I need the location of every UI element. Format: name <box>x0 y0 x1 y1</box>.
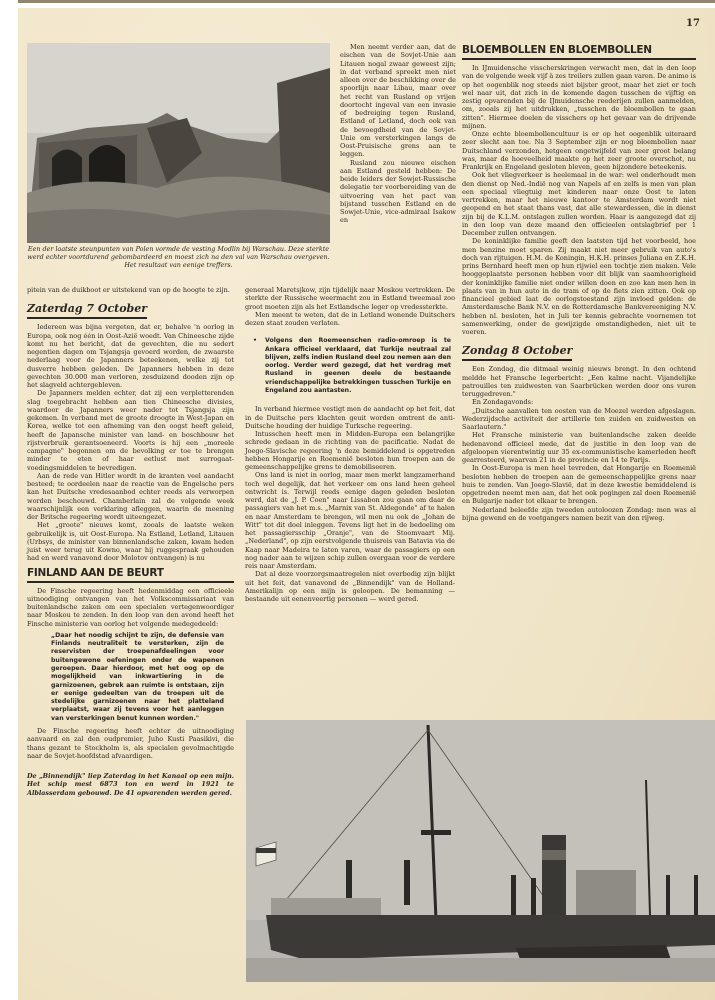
paragraph: In verband hiermee vestigt men de aandacht op het feit, dat in de Duitsche pers klachten geuit worden omtrent de anti-Duitsche houding der huidige Turksche regeering. <box>245 405 455 430</box>
ruined-fortress-icon <box>27 43 330 243</box>
column-right <box>462 40 696 522</box>
paragraph: De Finsche regeering heeft echter de uitnoodiging aanvaard en zal den oudpremier, Juho Kusti Paasikivi, die thans gezant te Stockholm is, als specialen gevolmachtigde naar de Sovjet-hoofdstad afvaardigen. <box>27 727 234 760</box>
ruined-fortress-photo <box>27 43 330 243</box>
paragraph: Het Fransche ministerie van buitenlandsche zaken deelde hedenavond officieel mede, dat de justitie in den loop van de afgeloopen vierentwintig uur 35 ex-communistische kamerleden heeft gearresteerd, waarvan 21 in de provincie en 14 te Parijs. <box>462 431 696 464</box>
paragraph: Ons land is niet in oorlog, maar men merkt langzamerhand toch wel degelijk, dat het verkeer om ons land heen geheel ontwricht is. Terwijl reeds eenige dagen geleden besloten werd, dat de „J. P. Coen" naar Lissabon zou gaan om daar de passagiers van het m.s. „Marnix van St. Aldegonde" af te halen en naar Amsterdam te brengen, wil men nu ook de „Johan de Witt" tot dit doel inleggen. Tevens ligt het in de bedoeling om het passagiersschip „Oranje", van de Stoomvaart Mij. „Nederland", op zijn eerstvolgende thuisreis van Batavia via de Kaap naar Madeira te laten varen, waar de passagiers op een nog nader aan te wijzen schip zullen overgaan voor de verdere reis naar Amsterdam. <box>245 471 455 571</box>
paragraph: De koninklijke familie geeft den laatsten tijd het voorbeeld, hoe men benzine moet sparen. Zij maakt niet meer gebruik van auto's doch van rijtuigen. H.M. de Koningin, H.K.H. prinses Juliana en Z.K.H. prins Bernhard heeft men op hun rijwiel een tochtje zien maken. Vele hooggeplaatste personen hebben voor dit blijk van saamhoorigheid der koninklijke familie niet onder willen doen en zoo kan men hen in plaats van in hun auto in de tram of op de fiets zien zitten. Ook op financieel gebied laat de oorlogstoestand zijn invloed gelden: de Amsterdamsche Bank N.V. en de Rotterdamsche Bankvereeniging N.V. hebben nl. besloten, het in Juli ter kennis gebrachte voornemen tot samenwerking, onder de gewijzigde omstandigheden, niet uit te voeren. <box>462 237 696 336</box>
paragraph: De Finsche regeering heeft hedenmiddag een officieele uitnoodiging ontvangen van het Volkscommissariaat van buitenlandsche zaken om een specialen vertegenwoordiger naar Moskou te zenden. In den loop van den avond heeft het Finsche ministerie van oorlog het volgende medegedeeld: <box>27 586 234 628</box>
paragraph: Nederland beleefde zijn tweeden autoloozen Zondag: men was al bijna gewend en de voetgangers namen bezit van den rijweg. <box>462 505 696 522</box>
column-left <box>27 286 234 797</box>
paragraph: Rusland zou nieuwe eischen aan Estland gesteld hebben: De beide leiders der Sowjet-Russische delegatie ter voorbereiding van de uitvoering van het pact van bijstand tusschen Estland en de Sowjet-Unie, vice-admiraal Isakow en <box>340 158 456 225</box>
block-quote: „Daar het noodig schijnt te zijn, de defensie van Finlands neutraliteit te versterken, zijn de reservisten der troepenafdeelingen voor buitengewone oefeningen onder de wapenen geroepen. Daar hierdoor, met het oog op de mogelijkheid van inkwartiering in de garnizoenen, gebrek aan ruimte is ontstaan, zijn er eenige gedeelten van de troepen uit de stedelijke garnizoenen naar het platteland verplaatst, waar zij tevens voor het aanleggen van versterkingen benut kunnen worden." <box>51 631 224 722</box>
paragraph: Een Zondag, die ditmaal weinig nieuws brengt. In den ochtend meldde het Fransche legerbericht: „Een kalme nacht. Vijandelijke patrouilles ten zuidwesten van Saarbrücken werden door ons vuren teruggedreven." <box>462 365 696 398</box>
paragraph: De Japanners melden echter, dat zij een verpletterenden slag toegebracht hebben aan tien Chineesche divisies, waardoor de Japanners weer nader tot Tsjangsja zijn gekomen. In verband met de groote droogte in West-Japan en Korea, welke tot een afneming van den oogst heeft geleid, heeft de Japansche minister van land- en boschbouw het rijstverbruik gerantsoeneerd. Voorts is hij een „moreele campagne" begonnen om de bevolking er toe te brengen minder te eten of haar eetlust met surrogaat-voedingsmiddelen te bevredigen. <box>27 389 234 472</box>
page-number: 17 <box>686 18 700 29</box>
steamship-icon <box>246 720 715 982</box>
paragraph: Men neemt verder aan, dat de eischen van de Sovjet-Unie aan Litauen nogal zwaar geweest zijn; in dat verband spreekt men niet alleen over de beschikking over de spoorlijn naar Libau, maar over het recht van Rusland op vrijen doortocht ingeval van een invasie of bedreiging tegen Rusland, Estland of Letland, doch ook van de bevoegdheid van de Sovjet-Unie om versterkingen langs de Oost-Pruisische grens aan te leggen. <box>340 43 456 159</box>
paragraph: In Oost-Europa is men heel tevreden, dat Hongarije en Roemenië besloten hebben de troepen aan de gemeenschappelijke grens naar huis te zenden. Van Joego-Slavië, dat in deze kwestie bemiddelend is opgetreden neemt men aan, dat het ook pogingen zal doen Roemenië en Bulgarije nader tot elkaar te brengen. <box>462 464 696 506</box>
paragraph: Intusschen heeft men in Midden-Europa een belangrijke schrede gedaan in de richting van de pacificatie. Nadat de Joego-Slavische regeering 'n deze bemiddelend is opgetreden hebben Hongarije en Roemenië besloten hun troepen aan de gemeenschappelijke grens te demobiliseeren. <box>245 430 455 472</box>
column-center <box>245 286 455 603</box>
section-heading-bloembollen: BLOEMBOLLEN EN BLOEMBOLLEN <box>462 44 696 60</box>
paragraph: generaal Maretsjkow, zijn tijdelijk naar Moskou vertrokken. De sterkte der Russische weermacht zou in Estland tweemaal zoo groot moeten zijn als het Estlandsche leger op vredessterkte. <box>245 286 455 311</box>
steamship-photo <box>246 720 715 982</box>
ship-photo-caption: De „Binnendijk" liep Zaterdag in het Kanaal op een mijn. Het schip mest 6873 ton en werd in 1921 te Alblasserdam gebouwd. De 41 opvarenden werden gered. <box>27 772 234 797</box>
paragraph: Iedereen was bijna vergeten, dat er, behalve 'n oorlog in Europa, ook nog één in Oost-Azië woedt. Van Chineesche zijde komt nu het bericht, dat de gevechten, die nu sedert negentien dagen om Tsjangsja gevoerd worden, de zwaarste nederlaag voor de Japanners beteekenen, welke zij tot dusverre hebben geleden. De Japanners hebben in deze gevechten 30.000 man verloren, zesduizend dooden zijn op het slagveld achtergebleven. <box>27 323 234 389</box>
column-top-middle <box>340 43 456 225</box>
paragraph: Het „groote" nieuws komt, zooals de laatste weken gebruikelijk is, uit Oost-Europa. Na Estland, Letland, Litauen (Urbsys, de minister van binnenlandsche zaken, kwam heden juist weer terug uit Kowno, waar hij ruggespraak gehouden had en werd vanavond door Molotov ontvangen) is nu <box>27 521 234 563</box>
paragraph: Men meent te weten, dat de in Letland wonende Duitschers dezen staat zouden verlaten. <box>245 310 455 327</box>
bullet-icon: • <box>253 337 257 345</box>
paragraph: In IJmuidensche visscherskringen verwacht men, dat in den loop van de volgende week vijf à zes treilers zullen gaan varen. De animo is op het oogenblik nog steeds niet bijster groot, maar het ziet er toch wel naar uit, dat zich in de komende dagen tusschen de vijftig en zestig opvarenden bij de IJmuidensche reederijen zullen aanmelden, om, zooals zij het uitdrukken, „tusschen de bloembollen te gaan zitten". Hiermee doelen de visschers op het gevaar van de drijvende mijnen. <box>462 64 696 130</box>
photo-caption: Een der laatste steunpunten van Polen vormde de vesting Modlin bij Warschau. Deze sterkte werd echter voortdurend gebombardeerd en moest zich na den val van Warschau overgeven. Het resultaat van eenige treffers. <box>27 245 330 270</box>
paragraph: Ook het vliegverkeer is heelemaal in de war: wel onderhoudt men den dienst op Ned.-Indië nog van Napels af en zelfs is men van plan een speciaal vliegtuig met kinderen naar onze Oost te laten vertrekken, maar het nieuwe kantoor te Amsterdam wordt niet geopend en het staat thans vast, dat alle stewardessen, die in dienst zijn bij de K.L.M. ontslagen zullen worden. Haar is aangezegd dat zij in den loop van deze maand den officieelen ontslagbrief per 1 December zullen ontvangen. <box>462 171 696 237</box>
paragraph: Dat al deze voorzorgsmaatregelen niet overbodig zijn blijkt uit het feit, dat vanavond de „Binnendijk" van de Holland-Amerikalijn op een mijn is geloopen. De bemanning — bestaande uit eenenveertig personen — werd gered. <box>245 570 455 604</box>
punch-hole-icon <box>4 568 18 582</box>
section-heading-zondag: Zondag 8 October <box>462 344 572 361</box>
paragraph: pitein van de duikboot er uitstekend van op de hoogte te zijn. <box>27 286 230 294</box>
paragraph: „Duitsche aanvallen ten oosten van de Moezel werden afgeslagen. Wederzijdsche activiteit der artillerie ten zuiden en zuidwesten en Saarlautern." <box>462 406 696 431</box>
section-heading-finland: FINLAND AAN DE BEURT <box>27 567 234 583</box>
paragraph: Aan de rede van Hitler wordt in de kranten veel aandacht besteed; te oordeelen naar de reactie van de Engelsche pers kan het Duitsche vredesaanbod echter reeds als verworpen worden beschouwd. Chamberlain zal de volgende week waarschijnlijk een verklaring afleggen, waarin de meening der Britsche regeering wordt uiteengezet. <box>27 471 234 521</box>
section-heading-zaterdag: Zaterdag 7 October <box>27 302 147 319</box>
paragraph: Onze echte bloembollencultuur is er op het oogenblik uiteraard zeer slecht aan toe. Na 3 September zijn er nog bloembollen naar Duitschland verzonden, hetgeen ongetwijfeld van zeer groot belang was, maar de hoeveelheid maakte op het zeer groote overschot, nu Frankrijk en Engeland gesloten bleven, geen bijzondere beteekenis. <box>462 130 696 171</box>
page-top-border <box>18 0 715 3</box>
paragraph: En Zondagavonds: <box>472 398 534 407</box>
news-bulletin <box>253 337 451 395</box>
punch-hole-icon <box>4 348 18 362</box>
bulletin-text: Volgens den Roemeenschen radio-omroep is te Ankara officieel verklaard, dat Turkije neutraal zal blijven, zelfs indien Rusland deel zou nemen aan den oorlog. Verder werd gezegd, dat het verdrag met Rusland in geenen deele de bestaande vriendschappelijke betrekkingen tusschen Turkije en Engeland zou aantasten. <box>265 337 451 395</box>
